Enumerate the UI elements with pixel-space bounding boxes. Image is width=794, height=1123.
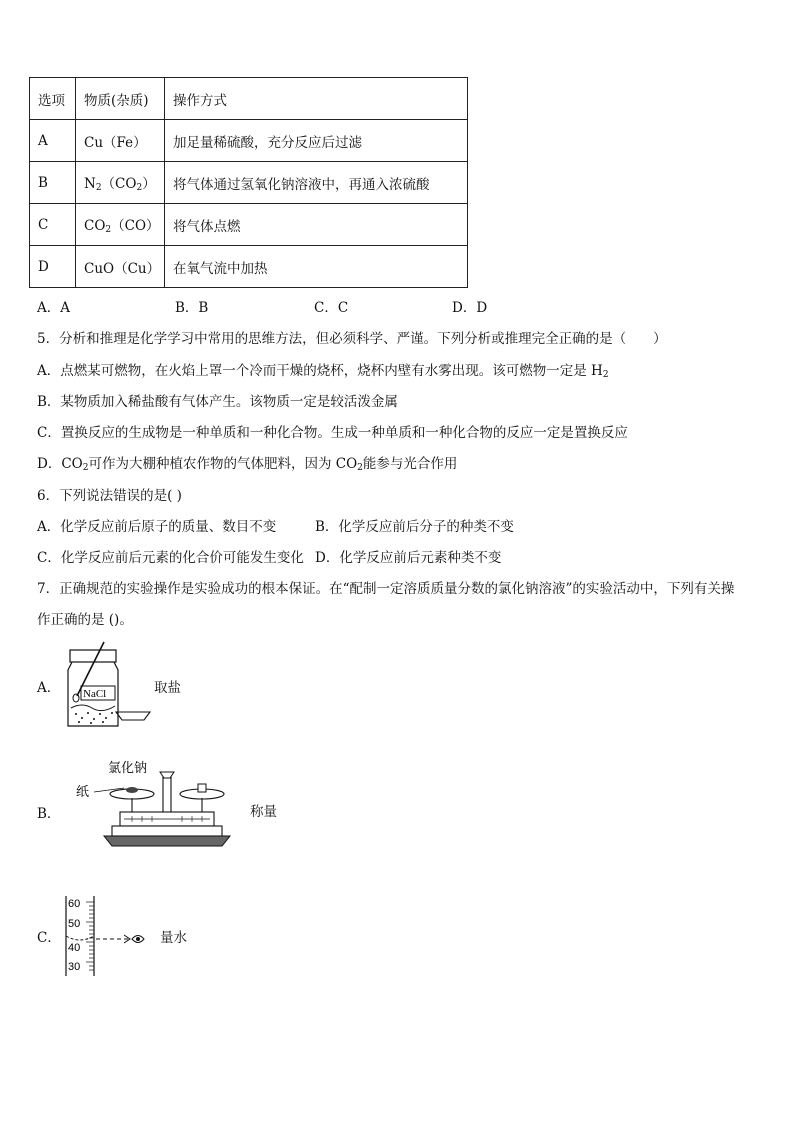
table-header: 物质(杂质) bbox=[76, 78, 165, 120]
table-cell bbox=[76, 204, 165, 246]
tick-label-30: 30 bbox=[68, 961, 81, 973]
q6-choice-c[interactable]: C．化学反应前后元素的化合价可能发生变化 bbox=[37, 550, 304, 566]
salt-jar-figure bbox=[64, 640, 164, 732]
q5-choice-d[interactable] bbox=[37, 452, 457, 473]
table-header-row bbox=[30, 78, 468, 120]
table-cell: 将气体点燃 bbox=[165, 204, 468, 246]
table-cell bbox=[76, 162, 165, 204]
tick-label-60: 60 bbox=[68, 898, 81, 910]
tick-label-50: 50 bbox=[68, 918, 81, 930]
table-cell: A bbox=[30, 120, 76, 162]
subscript: 2 bbox=[136, 183, 143, 193]
q4-choice-d[interactable]: D．D bbox=[452, 300, 488, 316]
choice-text: 能参与光合作用 bbox=[362, 456, 458, 472]
table-cell: 加足量稀硫酸，充分反应后过滤 bbox=[165, 120, 468, 162]
options-table bbox=[29, 77, 468, 288]
balance-figure bbox=[72, 756, 252, 852]
q6-choice-d[interactable]: D．化学反应前后元素种类不变 bbox=[315, 550, 502, 566]
table-row bbox=[30, 120, 468, 162]
choice-text: A．点燃某可燃物，在火焰上罩一个冷而干燥的烧杯，烧杯内壁有水雾出现。该可燃物一定是 H bbox=[37, 363, 603, 379]
subscript: 2 bbox=[82, 463, 89, 473]
q7-choice-a-text: 取盐 bbox=[154, 680, 181, 696]
subscript: 2 bbox=[95, 183, 102, 193]
subscript: 2 bbox=[105, 225, 112, 235]
tick-label-40: 40 bbox=[68, 942, 81, 954]
q4-choice-b[interactable]: B．B bbox=[175, 300, 209, 316]
paper-label: 纸 bbox=[76, 785, 90, 800]
q4-choice-c[interactable]: C．C bbox=[314, 300, 349, 316]
q7-choice-c-label[interactable]: C． bbox=[37, 930, 61, 946]
table-cell: C bbox=[30, 204, 76, 246]
q5-stem: 5．分析和推理是化学学习中常用的思维方法，但必须科学、严谨。下列分析或推理完全正确的是（ ） bbox=[37, 331, 667, 347]
table-cell: 在氧气流中加热 bbox=[165, 246, 468, 288]
choice-text: 可作为大棚种植农作物的气体肥料，因为 CO bbox=[88, 456, 358, 472]
table-row bbox=[30, 162, 468, 204]
table-cell: B bbox=[30, 162, 76, 204]
formula-text: （CO bbox=[101, 176, 137, 192]
subscript: 2 bbox=[357, 463, 363, 473]
formula-text: CO bbox=[84, 218, 106, 234]
formula-text: N bbox=[84, 176, 96, 192]
q7-stem-line2: 作正确的是 ()。 bbox=[37, 612, 133, 628]
q7-choice-c-text: 量水 bbox=[160, 930, 187, 946]
table-cell: Cu（Fe） bbox=[76, 120, 165, 162]
table-cell: D bbox=[30, 246, 76, 288]
subscript: 2 bbox=[602, 370, 609, 380]
q7-choice-a-label[interactable]: A． bbox=[37, 680, 61, 696]
q6-choice-a[interactable]: A．化学反应前后原子的质量、数目不变 bbox=[37, 519, 277, 535]
table-header: 操作方式 bbox=[165, 78, 468, 120]
salt-label: 氯化钠 bbox=[108, 761, 148, 776]
q5-choice-a[interactable] bbox=[37, 359, 609, 380]
table-cell: 将气体通过氢氧化钠溶液中，再通入浓硫酸 bbox=[165, 162, 468, 204]
table-row bbox=[30, 246, 468, 288]
q7-choice-b-text: 称量 bbox=[250, 804, 277, 820]
q4-choice-a[interactable]: A．A bbox=[37, 300, 70, 316]
formula-text: ） bbox=[142, 176, 156, 192]
q7-choice-b-label[interactable]: B． bbox=[37, 806, 61, 822]
q7-stem-line1: 7．正确规范的实验操作是实验成功的根本保证。在“配制一定溶质质量分数的氯化钠溶液”的实验活动中，下列有关操 bbox=[37, 581, 735, 597]
formula-text: （CO） bbox=[111, 218, 160, 234]
q5-choice-b[interactable]: B．某物质加入稀盐酸有气体产生。该物质一定是较活泼金属 bbox=[37, 394, 398, 410]
q6-choice-b[interactable]: B．化学反应前后分子的种类不变 bbox=[315, 519, 514, 535]
q5-choice-c[interactable]: C．置换反应的生成物是一种单质和一种化合物。生成一种单质和一种化合物的反应一定是置换反应 bbox=[37, 425, 628, 441]
table-header: 选项 bbox=[30, 78, 76, 120]
cylinder-figure bbox=[62, 894, 162, 978]
nacl-label: NaCl bbox=[83, 688, 107, 700]
choice-text: D．CO bbox=[37, 456, 83, 472]
table-row bbox=[30, 204, 468, 246]
q6-stem: 6．下列说法错误的是( ) bbox=[37, 488, 182, 504]
table-cell: CuO（Cu） bbox=[76, 246, 165, 288]
